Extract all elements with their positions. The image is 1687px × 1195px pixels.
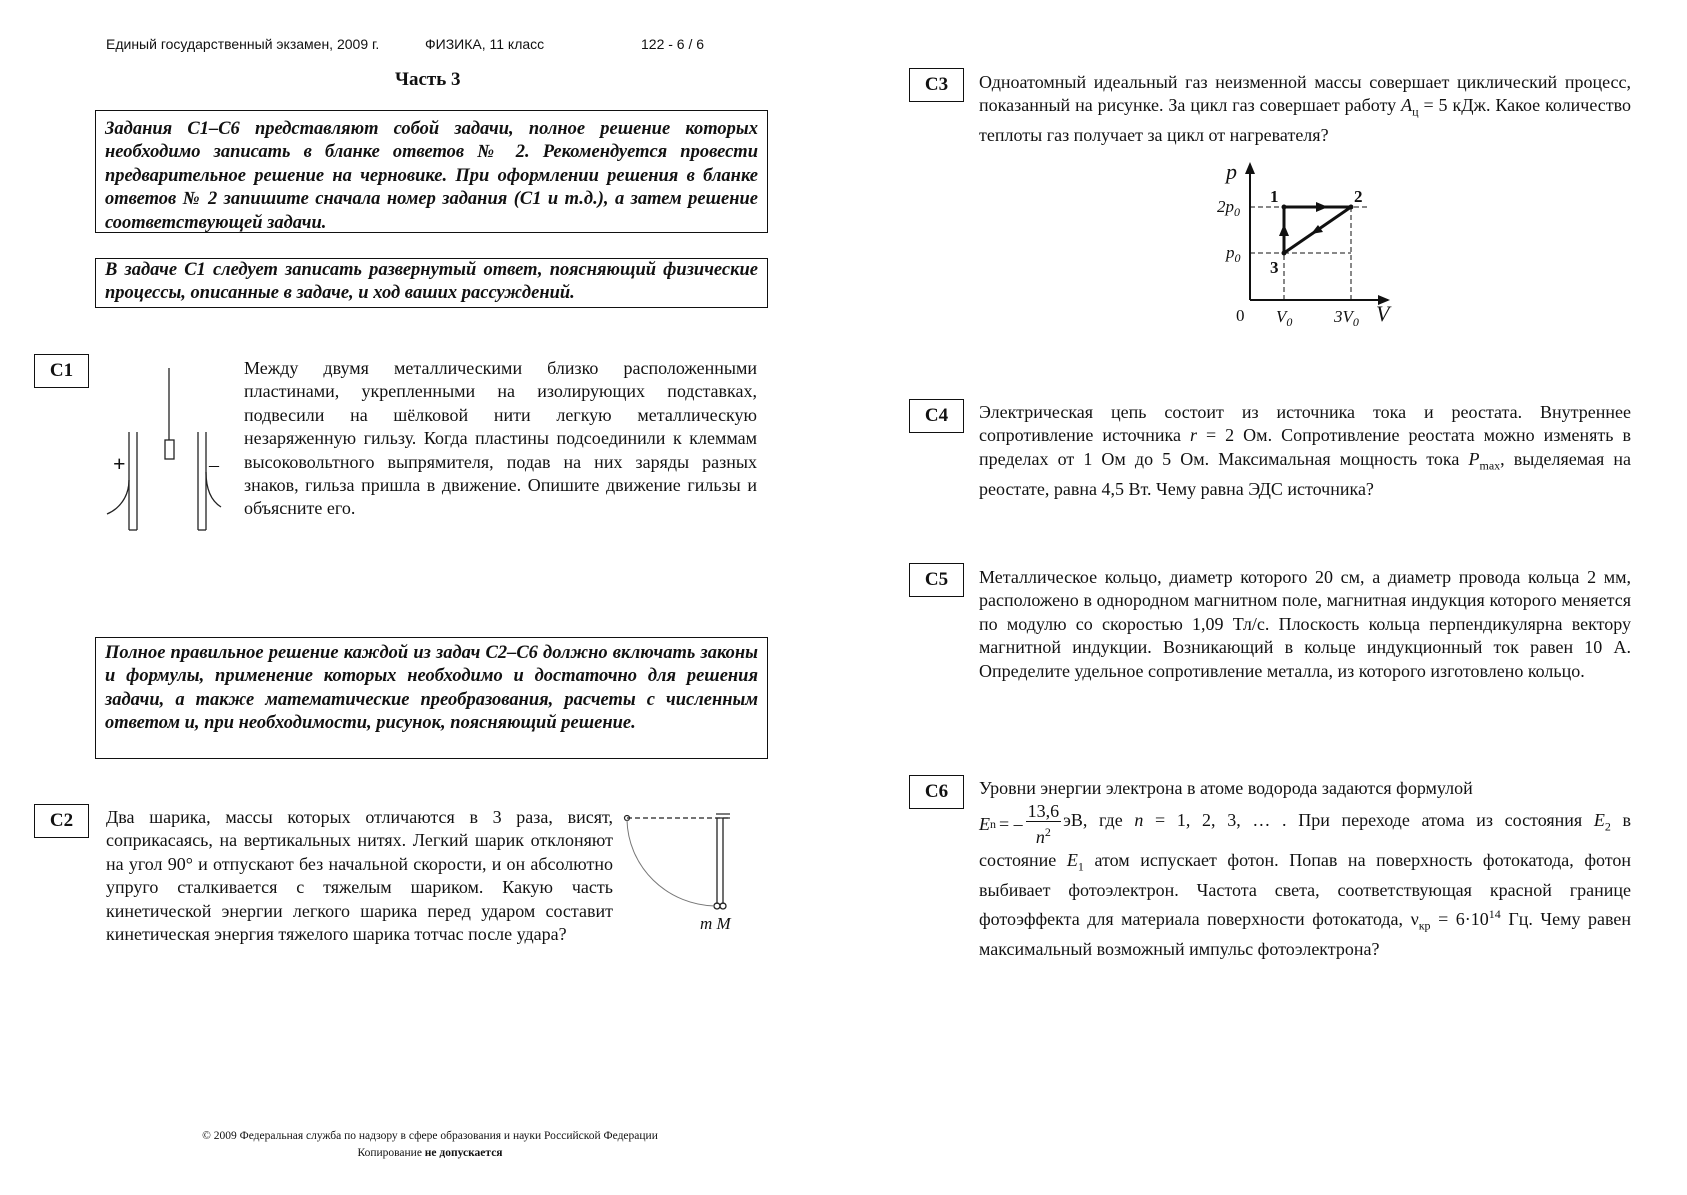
minus-sign: – bbox=[209, 454, 219, 476]
point-3-label: 3 bbox=[1270, 258, 1279, 277]
task-label-c3: C3 bbox=[909, 68, 964, 102]
c3-pv-graph bbox=[1208, 162, 1398, 332]
plus-sign: + bbox=[113, 451, 126, 476]
page-number: 122 - 6 / 6 bbox=[641, 36, 705, 52]
task-label-c4: C4 bbox=[909, 399, 964, 433]
instruction-box-3: Полное правильное решение каждой из задач С2–С6 должно включать законы и формулы, применение которых необходимо и достаточно для решения задачи, а также математические преобразования, расчеты с численным ответом и, при необходимости, рисунок, поясняющий решение. bbox=[95, 637, 768, 759]
exam-title: Единый государственный экзамен, 2009 г. bbox=[106, 36, 380, 52]
c1-plates-figure bbox=[95, 362, 230, 537]
point-2-label: 2 bbox=[1354, 187, 1363, 206]
swing-arc bbox=[627, 820, 715, 906]
footer-copyright: © 2009 Федеральная служба по надзору в сфере образования и науки Российской Федерации bbox=[202, 1130, 658, 1142]
origin-label: 0 bbox=[1236, 306, 1245, 325]
subject-title: ФИЗИКА, 11 класс bbox=[425, 36, 545, 52]
p-high-label: $2p_0$ bbox=[1217, 197, 1240, 219]
energy-fraction: 13,6 $n^2$ bbox=[1027, 801, 1060, 848]
axis-p-label: p bbox=[1226, 162, 1237, 184]
axis-v-label: V bbox=[1376, 301, 1390, 326]
instruction-box-1: Задания С1–С6 представляют собой задачи, полное решение которых необходимо записать в бланке ответов № 2. Рекомендуется провести предварительное решение на черновике. При оформлении решения в бланке ответов № 2 запишите сначала номер задания (С1 и т.д.), а затем решение соответствующей задачи. bbox=[95, 110, 768, 233]
v-high-label: $3V_0$ bbox=[1334, 307, 1359, 329]
c2-pendulum-figure bbox=[620, 806, 760, 936]
instruction-box-2: В задаче С1 следует записать развернутый ответ, поясняющий физические процессы, описанные в задаче, и ход ваших рассуждений. bbox=[95, 258, 768, 308]
part-title: Часть 3 bbox=[395, 69, 461, 90]
metal-sleeve bbox=[165, 440, 174, 459]
task-label-c6: C6 bbox=[909, 775, 964, 809]
task-label-c2: C2 bbox=[34, 804, 89, 838]
task-text-c1: Между двумя металлическими близко расположенными пластинами, укрепленными на изолирующих подставках, подвесили на шёлковой нити легкую металлическую незаряженную гильзу. Когда пластины подсоединили к клеммам высоковольтного выпрямителя, подав на них заряды разных знаков, гильза пришла в движение. Опишите движение гильзы и объясните его. bbox=[244, 358, 757, 519]
left-stand bbox=[107, 480, 129, 514]
masses-label: m M bbox=[700, 914, 731, 933]
task-text-c4: Электрическая цепь состоит из источника тока и реостата. Внутреннее сопротивление источника r = 2 Ом. Сопротивление реостата можно изменять в пределах от 1 Ом до 5 Ом. Максимальная мощность тока $P_{max}$, выделяемая на реостате, равна 4,5 Вт. Чему равна ЭДС источника? bbox=[979, 402, 1632, 499]
task-text-c5: Металлическое кольцо, диаметр которого 20 см, а диаметр провода кольца 2 мм, расположено в однородном магнитном поле, магнитная индукция которого меняется по модулю со скоростью 1,09 Тл/с. Плоскость кольца перпендикулярна вектору магнитной индукции. Возникающий в кольце индукционный ток равен 10 А. Определите удельное сопротивление металла, из которого изготовлено кольцо. bbox=[979, 567, 1631, 681]
task-text-c6: Уровни энергии электрона в атоме водорода задаются формулой E n = – 13,6 $n^2$ эВ, где n = 1, 2, 3, … . При переходе атома из состояния $E_2$ в состояние $E_1$ атом испускает фотон. Попав на поверхность фотокатода, фотон выбивает фотоэлектрон. Частота света, соответствующая красной границе фотоэффекта для материала поверхности фотокатода, $\nu_{кр} = 6\cdot 10^{14}$ Гц. Чему равен максимальный возможный импульс фотоэлектрона? bbox=[979, 778, 1632, 959]
point-1-label: 1 bbox=[1270, 187, 1279, 206]
p-low-label: $p_0$ bbox=[1226, 243, 1241, 265]
task-label-c1: C1 bbox=[34, 354, 89, 388]
v-low-label: $V_0$ bbox=[1276, 307, 1293, 329]
footer-copying: Копирование не допускается bbox=[357, 1147, 503, 1159]
task-text-c2: Два шарика, массы которых отличаются в 3 раза, висят, соприкасаясь, на вертикальных нитях. Легкий шарик отклоняют на угол 90° и отпускают без начальной скорости, и он абсолютно упруго сталкивается с тяжелым шариком. Какую часть кинетической энергии легкого шарика перед ударом составит кинетическая энергия тяжелого шарика тотчас после удара? bbox=[106, 807, 613, 945]
right-stand bbox=[206, 472, 221, 507]
task-text-c3: Одноатомный идеальный газ неизменной массы совершает циклический процесс, показанный на рисунке. За цикл газ совершает работу $A_ц = 5$ кДж. Какое количество теплоты газ получает за цикл от нагревателя? bbox=[979, 72, 1632, 146]
task-label-c5: C5 bbox=[909, 563, 964, 597]
